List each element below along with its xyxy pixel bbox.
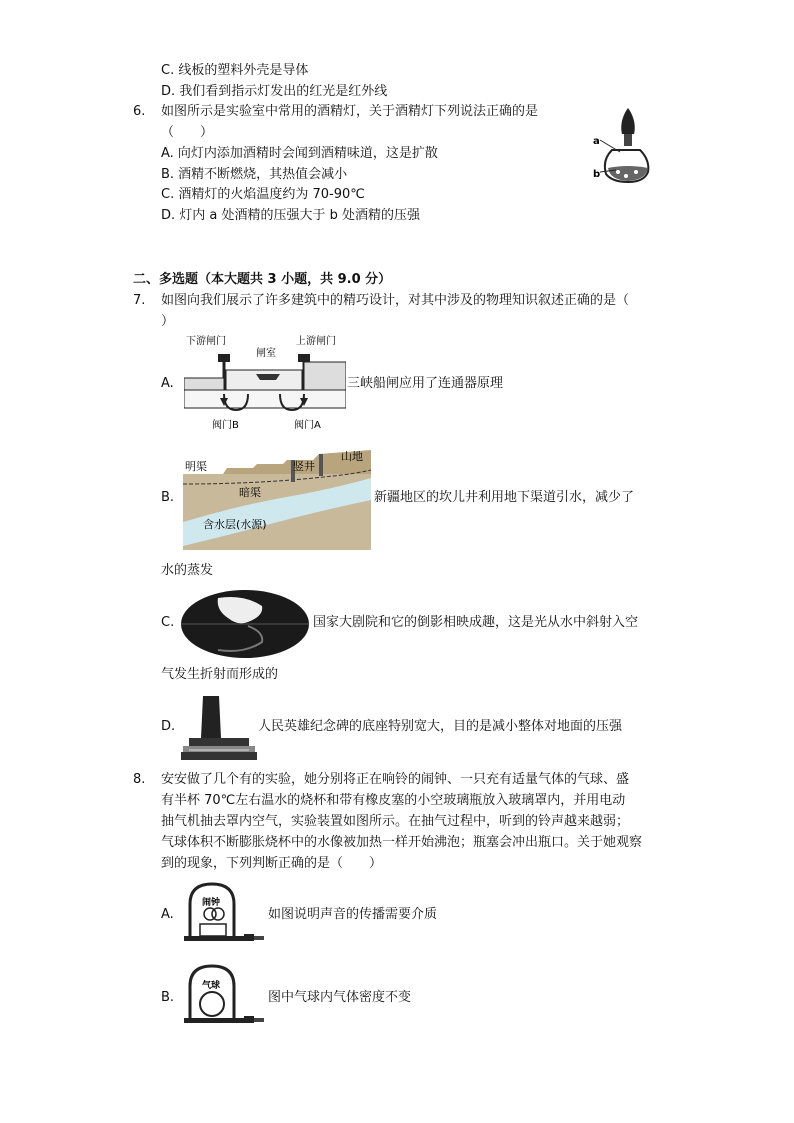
q5-option-d: D. 我们看到指示灯发出的红光是红外线 xyxy=(161,84,388,99)
q7-option-c-letter: C. xyxy=(161,615,175,630)
karez-label-shaft: 竖井 xyxy=(293,460,315,473)
monument-figure xyxy=(181,692,257,762)
q7-stem-line1: 如图向我们展示了许多建筑中的精巧设计，对其中涉及的物理知识叙述正确的是（ xyxy=(161,293,630,308)
lock-label-valve-a: 阀门A xyxy=(294,420,321,431)
q7-number: 7. xyxy=(133,293,146,308)
karez-figure xyxy=(183,448,371,550)
q8-stem-line3: 抽气机抽去罩内空气，实验装置如图所示。在抽气过程中，听到的铃声越来越弱； xyxy=(161,814,630,829)
q6-option-c: C. 酒精灯的火焰温度约为 70-90℃ xyxy=(161,187,365,202)
lock-label-upstream: 上游闸门 xyxy=(296,336,336,347)
q6-blank: （ ） xyxy=(161,125,214,140)
lamp-label-b: b xyxy=(593,169,601,180)
bell-jar-label-balloon: 气球 xyxy=(202,981,221,991)
q8-option-b-letter: B. xyxy=(161,990,175,1005)
q6-option-b: B. 酒精不断燃烧，其热值会减小 xyxy=(161,167,348,182)
q8-stem-line5: 到的现象，下列判断正确的是（ ） xyxy=(161,856,383,871)
q7-option-d-letter: D. xyxy=(161,719,176,734)
q6-stem: 如图所示是实验室中常用的酒精灯，关于酒精灯下列说法正确的是 xyxy=(161,104,539,119)
national-theater-figure xyxy=(178,588,312,660)
bell-jar-balloon-figure xyxy=(182,962,266,1026)
karez-label-aquifer: 含水层(水源) xyxy=(203,518,267,531)
q8-option-a-letter: A. xyxy=(161,907,174,922)
q8-number: 8. xyxy=(133,772,146,787)
q8-option-b-text: 图中气球内气体密度不变 xyxy=(268,990,412,1005)
q7-option-a-text: 三峡船闸应用了连通器原理 xyxy=(347,376,504,391)
q7-stem-line2: ） xyxy=(161,314,175,329)
alcohol-lamp-figure xyxy=(592,102,652,186)
q7-option-c-text-line1: 国家大剧院和它的倒影相映成趣，这是光从水中斜射入空 xyxy=(313,615,639,630)
bell-jar-clock-figure xyxy=(182,880,266,944)
q7-option-d-text: 人民英雄纪念碑的底座特别宽大，目的是减小整体对地面的压强 xyxy=(258,719,623,734)
q7-option-a-letter: A. xyxy=(161,376,174,391)
lock-label-valve-b: 阀门B xyxy=(212,420,239,431)
q8-stem-line2: 有半杯 70℃左右温水的烧杯和带有橡皮塞的小空玻璃瓶放入玻璃罩内，并用电动 xyxy=(161,793,626,808)
section-heading: 二、多选题（本大题共 3 小题，共 9.0 分） xyxy=(133,272,392,287)
ship-lock-figure xyxy=(184,332,346,432)
q8-stem-line1: 安安做了几个有的实验，她分别将正在响铃的闹钟、一只充有适量气体的气球、盛 xyxy=(161,772,630,787)
karez-label-mountain: 山地 xyxy=(341,450,363,463)
q6-option-a: A. 向灯内添加酒精时会闻到酒精味道，这是扩散 xyxy=(161,146,438,161)
q5-option-c: C. 线板的塑料外壳是导体 xyxy=(161,63,309,78)
lock-label-chamber: 闸室 xyxy=(256,348,276,359)
q6-option-d: D. 灯内 a 处酒精的压强大于 b 处酒精的压强 xyxy=(161,208,421,223)
lamp-label-a: a xyxy=(593,136,600,147)
q8-option-a-text: 如图说明声音的传播需要介质 xyxy=(268,907,438,922)
q6-number: 6. xyxy=(133,104,146,119)
q7-option-c-text-line2: 气发生折射而形成的 xyxy=(161,667,279,682)
q7-option-b-letter: B. xyxy=(161,490,175,505)
karez-label-open-channel: 明渠 xyxy=(185,460,207,473)
q7-option-b-text-line2: 水的蒸发 xyxy=(161,563,214,578)
lock-label-downstream: 下游闸门 xyxy=(186,336,226,347)
karez-label-underground: 暗渠 xyxy=(239,486,261,499)
q8-stem-line4: 气球体积不断膨胀烧杯中的水像被加热一样开始沸泡；瓶塞会冲出瓶口。关于她观察 xyxy=(161,835,643,850)
q7-option-b-text-line1: 新疆地区的坎儿井利用地下渠道引水，减少了 xyxy=(374,490,635,505)
bell-jar-label-clock: 闹钟 xyxy=(202,898,221,908)
